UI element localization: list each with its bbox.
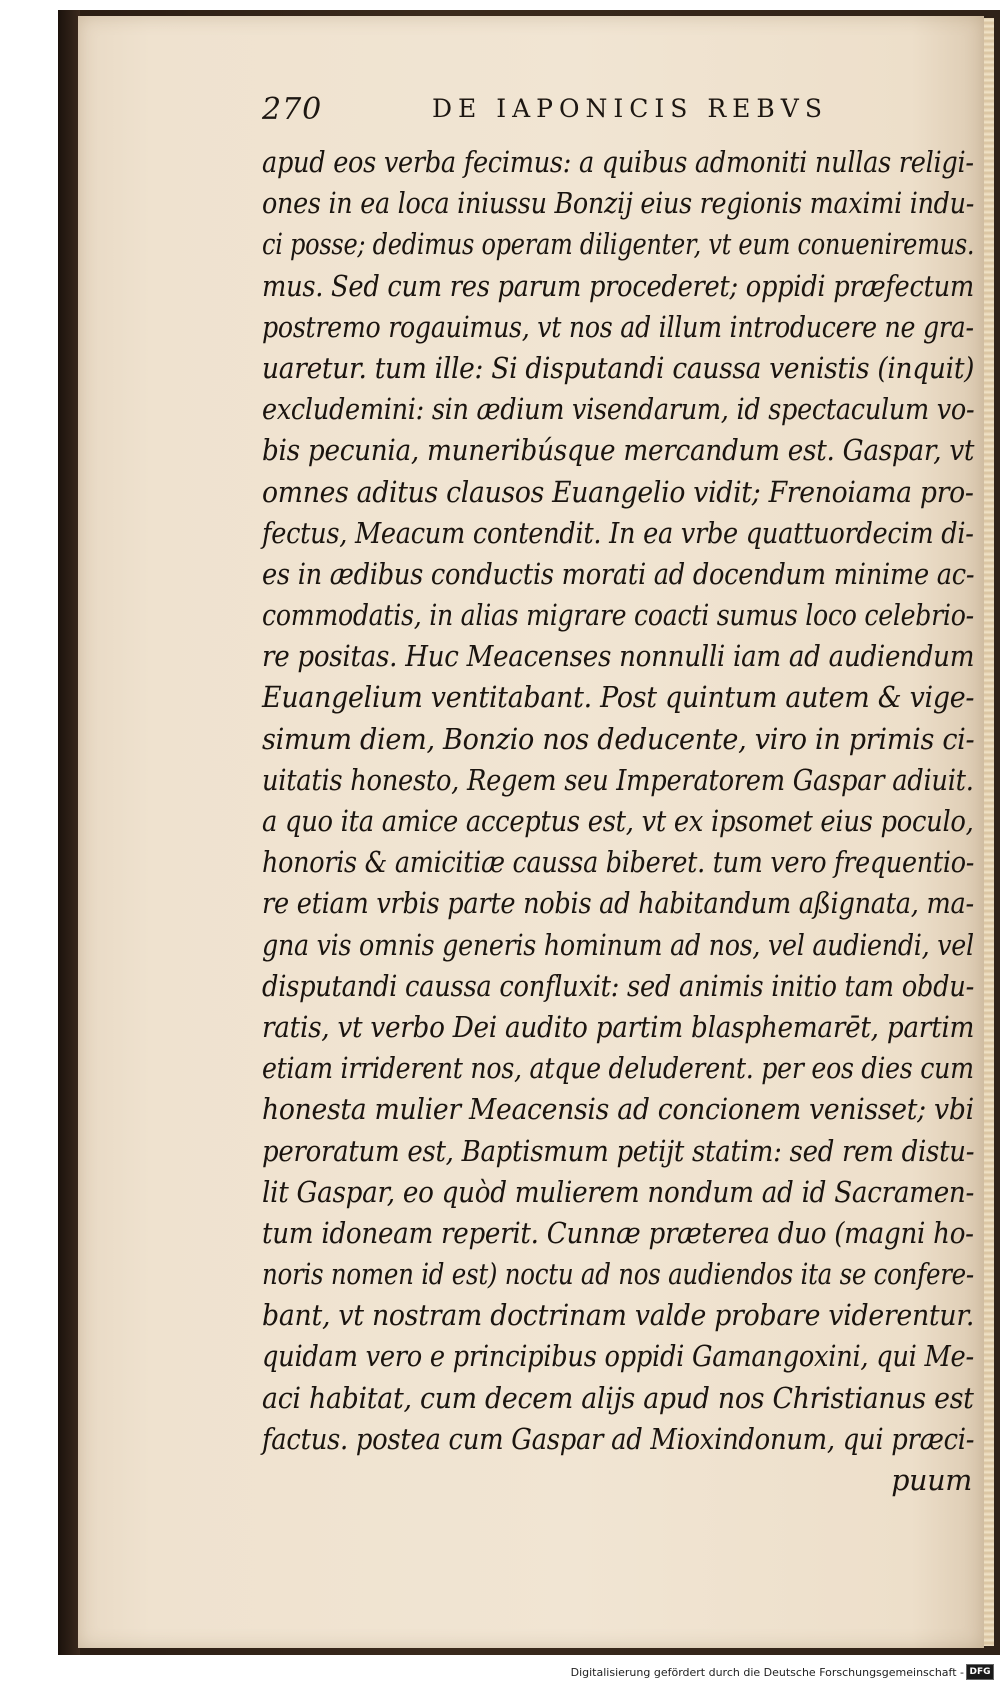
text-line: factus. postea cum Gaspar ad Mioxindonum, qui præci-: [262, 1422, 975, 1456]
text-line: a quo ita amice acceptus est, vt ex ipsomet eius poculo,: [262, 805, 974, 838]
digitization-footer: [0, 1656, 1000, 1692]
text-line: fectus, Meacum contendit. In ea vrbe quattuordecim di-: [262, 516, 974, 550]
text-line: mus. Sed cum res parum procederet; oppidi præfectum: [262, 269, 975, 303]
text-line: excludemini: sin ædium visendarum, id spectaculum vo-: [262, 393, 975, 427]
running-head: DE IAPONICIS REBVS: [432, 94, 828, 123]
text-line: ratis, vt verbo Dei audito partim blasphemarēt, partim: [262, 1010, 975, 1044]
text-line: bant, vt nostram doctrinam valde probare viderentur.: [262, 1299, 975, 1333]
text-line: tum idoneam reperit. Cunnæ præterea duo (magni ho-: [262, 1216, 974, 1250]
catchword: puum: [891, 1464, 972, 1497]
text-line: uaretur. tum ille: Si disputandi caussa venistis (inquit): [262, 351, 975, 385]
text-line: peroratum est, Baptismum petijt statim: sed rem distu-: [262, 1134, 975, 1168]
text-line: gna vis omnis generis hominum ad nos, vel audiendi, vel: [262, 928, 974, 962]
text-line: bis pecunia, muneribúsque mercandum est. Gaspar, vt: [262, 434, 975, 468]
dfg-logo: DFG: [966, 1664, 994, 1680]
text-line: uitatis honesto, Regem seu Imperatorem Gaspar adiuit.: [262, 763, 974, 797]
text-line: re positas. Huc Meacenses nonnulli iam ad audiendum: [262, 640, 975, 674]
text-line: quidam vero e principibus oppidi Gamangoxini, qui Me-: [262, 1340, 974, 1374]
text-line: lit Gaspar, eo quòd mulierem nondum ad id Sacramen-: [262, 1175, 975, 1209]
page-number: 270: [262, 92, 323, 127]
text-line: simum diem, Bonzio nos deducente, viro in primis ci-: [262, 722, 975, 756]
text-line: etiam irriderent nos, atque deluderent. per eos dies cum: [262, 1052, 974, 1086]
text-line: honesta mulier Meacensis ad concionem venisset; vbi: [262, 1093, 974, 1127]
text-line: commodatis, in alias migrare coacti sumus loco celebrio-: [262, 599, 974, 633]
text-line: es in ædibus conductis morati ad docendum minime ac-: [262, 557, 975, 591]
text-line: ci posse; dedimus operam diligenter, vt eum conueniremus.: [262, 228, 975, 262]
book-spine-shadow: [58, 10, 80, 1655]
text-line: omnes aditus clausos Euangelio vidit; Frenoiama pro-: [262, 475, 974, 509]
page-header: [262, 92, 882, 132]
text-line: apud eos verba fecimus: a quibus admoniti nullas religi-: [262, 146, 974, 179]
text-line: postremo rogauimus, vt nos ad illum introducere ne gra-: [262, 310, 974, 344]
text-line: honoris & amicitiæ caussa biberet. tum vero frequentio-: [262, 846, 975, 880]
text-line: aci habitat, cum decem alijs apud nos Christianus est: [262, 1381, 974, 1415]
text-line: re etiam vrbis parte nobis ad habitandum aßignata, ma-: [262, 887, 974, 921]
body-text: [262, 142, 984, 1501]
text-line: disputandi caussa confluxit: sed animis initio tam obdu-: [262, 969, 975, 1003]
text-line: noris nomen id est) noctu ad nos audiendos ita se confere-: [262, 1258, 974, 1292]
text-line: Euangelium ventitabant. Post quintum autem & vige-: [262, 681, 975, 715]
page-edge: [984, 18, 994, 1646]
funding-credit: Digitalisierung gefördert durch die Deutsche Forschungsgemeinschaft -: [570, 1666, 964, 1679]
text-line: ones in ea loca iniussu Bonzij eius regionis maximi indu-: [262, 187, 975, 221]
